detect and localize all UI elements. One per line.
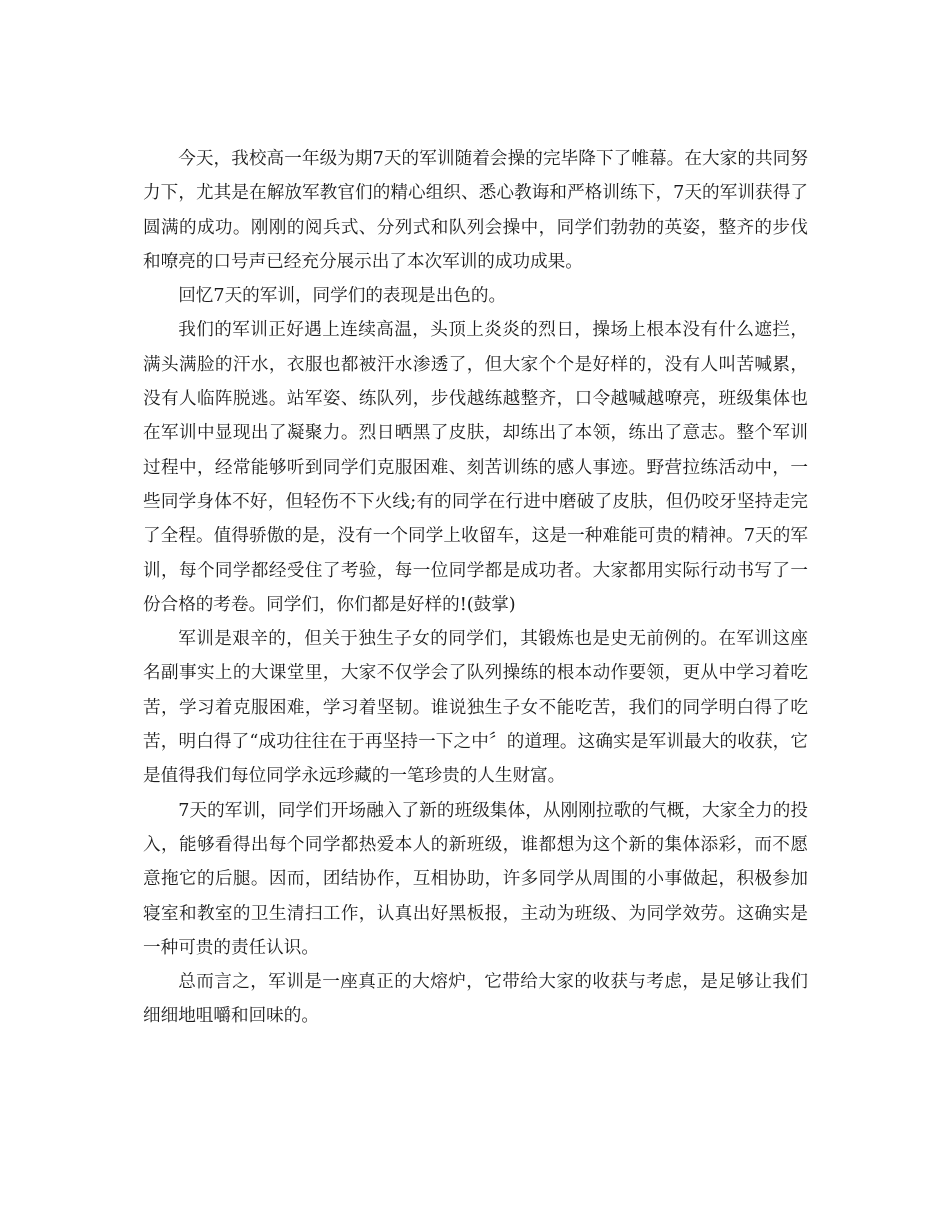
paragraph-class-collective: 7天的军训，同学们开场融入了新的班级集体，从刚刚拉歌的气概，大家全力的投入，能够看得出每个同学都热爱本人的新班级，谁都想为这个新的集体添彩，而不愿意拖它的后腿。因而，团结协作，互相协助，许多同学从周围的小事做起，积极参加寝室和教室的卫生清扫工作，认真出好黑板报，主动为班级、为同学效劳。这确实是一种可贵的责任认识。: [143, 800, 808, 958]
paragraph-conclusion: 总而言之，军训是一座真正的大熔炉，它带给大家的收获与考虑，是足够让我们细细地咀嚼和回味的。: [143, 972, 808, 1027]
document-body: [143, 142, 808, 1034]
paragraph-training-hardship: 我们的军训正好遇上连续高温，头顶上炎炎的烈日，操场上根本没有什么遮拦，满头满脸的汗水，衣服也都被汗水渗透了，但大家个个是好样的，没有人叫苦喊累，没有人临阵脱逃。站军姿、练队列，步伐越练越整齐，口令越喊越嘹亮，班级集体也在军训中显现出了凝聚力。烈日晒黑了皮肤，却练出了本领，练出了意志。整个军训过程中，经常能够听到同学们克服困难、刻苦训练的感人事迹。野营拉练活动中，一些同学身体不好，但轻伤不下火线;有的同学在行进中磨破了皮肤，但仍咬牙坚持走完了全程。值得骄傲的是，没有一个同学上收留车，这是一种难能可贵的精神。7天的军训，每个同学都经受住了考验，每一位同学都是成功者。大家都用实际行动书写了一份合格的考卷。同学们，你们都是好样的!(鼓掌): [143, 320, 808, 615]
paragraph-only-children: 军训是艰辛的，但关于独生子女的同学们，其锻炼也是史无前例的。在军训这座名副事实上的大课堂里，大家不仅学会了队列操练的根本动作要领，更从中学习着吃苦，学习着克服困难，学习着坚韧。谁说独生子女不能吃苦，我们的同学明白得了吃苦，明白得了“成功往往在于再坚持一下之中〞的道理。这确实是军训最大的收获，它是值得我们每位同学永远珍藏的一笔珍贵的人生财富。: [143, 629, 808, 787]
paragraph-opening: 今天，我校高一年级为期7天的军训随着会操的完毕降下了帷幕。在大家的共同努力下，尤其是在解放军教官们的精心组织、悉心教诲和严格训练下，7天的军训获得了圆满的成功。刚刚的阅兵式、分列式和队列会操中，同学们勃勃的英姿，整齐的步伐和嘹亮的口号声已经充分展示出了本次军训的成功成果。: [143, 149, 808, 272]
paragraph-recall: 回忆7天的军训，同学们的表现是出色的。: [178, 286, 507, 307]
